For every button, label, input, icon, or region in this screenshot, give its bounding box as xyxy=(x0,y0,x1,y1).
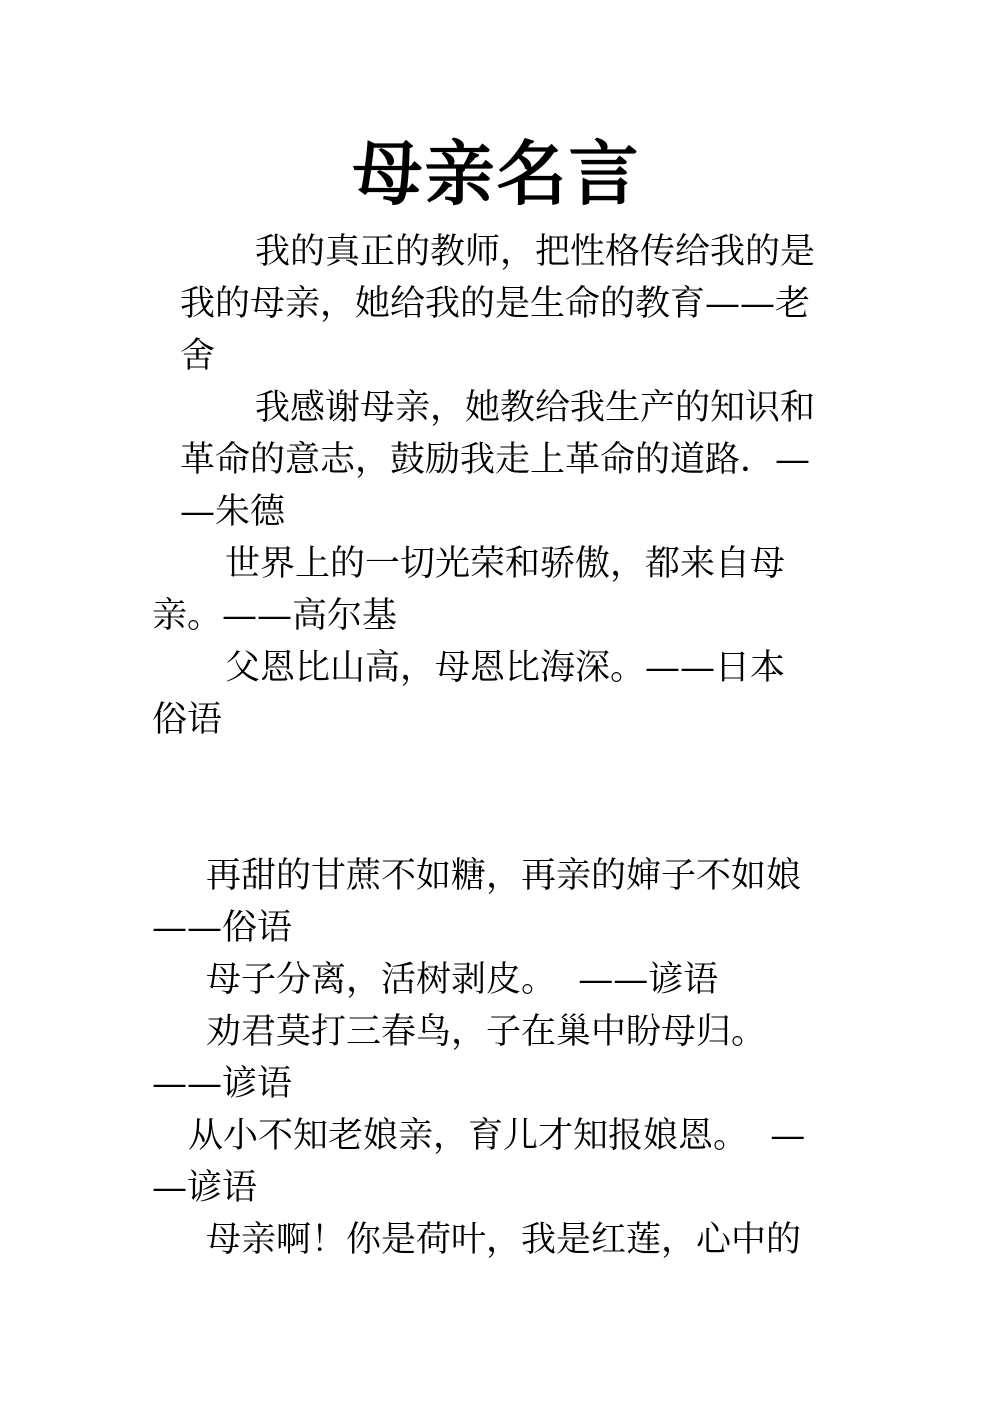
quote-paragraph xyxy=(152,642,785,746)
quote-line: 父恩比山高，母恩比海深。——日本 xyxy=(225,648,786,688)
quote-line: 我的母亲，她给我的是生命的教育——老 xyxy=(180,284,811,324)
quote-line: —朱德 xyxy=(180,492,286,532)
quote-paragraph xyxy=(152,954,718,1006)
quote-line: 我感谢母亲，她教给我生产的知识和 xyxy=(255,388,816,428)
quote-line: ——俗语 xyxy=(152,908,293,948)
quote-line: 母子分离，活树剥皮。 ——谚语 xyxy=(206,960,719,1000)
quote-paragraph xyxy=(152,1110,805,1214)
page-title: 母亲名言 xyxy=(352,132,641,215)
quote-line: 再甜的甘蔗不如糖，再亲的婶子不如娘 xyxy=(206,856,802,896)
quote-line: 从小不知老娘亲，育儿才知报娘恩。 — xyxy=(188,1116,806,1156)
quote-line: ——谚语 xyxy=(152,1064,293,1104)
quote-line: 革命的意志，鼓励我走上革命的道路．— xyxy=(180,440,811,480)
quote-paragraph xyxy=(152,850,801,954)
quote-paragraph xyxy=(152,1006,766,1110)
quote-paragraph xyxy=(152,1214,801,1266)
quote-line: 亲。——高尔基 xyxy=(152,596,398,636)
quote-line: 俗语 xyxy=(152,700,223,740)
quote-line: 我的真正的教师，把性格传给我的是 xyxy=(255,232,816,272)
quote-line: 舍 xyxy=(180,336,216,376)
quote-line: —谚语 xyxy=(152,1168,258,1208)
quote-paragraph xyxy=(180,226,815,382)
quote-line: 母亲啊！你是荷叶，我是红莲，心中的 xyxy=(206,1220,802,1260)
quote-paragraph xyxy=(180,382,815,538)
quote-paragraph xyxy=(152,538,785,642)
quote-line: 世界上的一切光荣和骄傲，都来自母 xyxy=(225,544,786,584)
quote-line: 劝君莫打三春鸟，子在巢中盼母归。 xyxy=(206,1012,767,1052)
